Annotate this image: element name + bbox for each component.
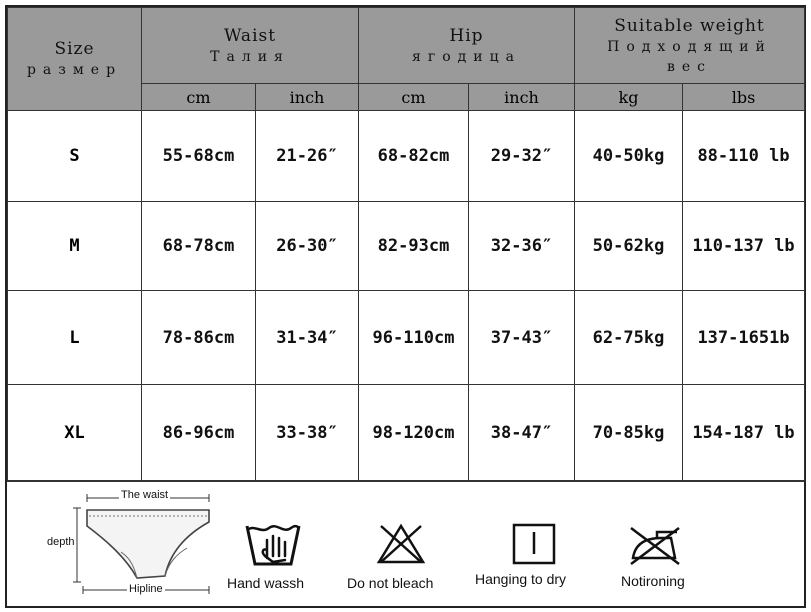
size-label: M	[8, 202, 142, 291]
weight-lbs-value: 110-137 lb	[683, 202, 805, 291]
header-waist-ru: Талия	[210, 48, 290, 65]
weight-lbs-value: 154-187 lb	[683, 385, 805, 481]
size-label: L	[8, 291, 142, 385]
table-row	[8, 202, 805, 291]
waist-inch-value: 33-38″	[256, 385, 359, 481]
size-label: S	[8, 111, 142, 202]
hip-cm-value: 98-120cm	[359, 385, 469, 481]
size-table	[7, 7, 805, 481]
unit-waist-inch: inch	[256, 84, 359, 111]
header-size-en: Size	[54, 39, 95, 59]
hang-dry-label: Hanging to dry	[475, 571, 567, 587]
header-waist-en: Waist	[223, 25, 277, 46]
panty-diagram	[41, 486, 221, 596]
depth-diagram-label: depth	[47, 536, 75, 548]
hip-inch-value: 38-47″	[469, 385, 575, 481]
unit-waist-cm: cm	[142, 84, 256, 111]
header-size	[8, 8, 142, 111]
size-chart	[5, 5, 806, 608]
hipline-diagram-label: Hipline	[129, 583, 163, 595]
table-row	[8, 385, 805, 481]
no-bleach-label: Do not bleach	[347, 575, 434, 591]
waist-inch-value: 21-26″	[256, 111, 359, 202]
header-weight	[575, 8, 805, 84]
size-label: XL	[8, 385, 142, 481]
hand-wash-icon	[243, 520, 303, 568]
waist-inch-value: 26-30″	[256, 202, 359, 291]
weight-kg-value: 50-62kg	[575, 202, 683, 291]
no-iron-care	[615, 522, 725, 602]
weight-kg-value: 62-75kg	[575, 291, 683, 385]
weight-kg-value: 70-85kg	[575, 385, 683, 481]
table-row	[8, 111, 805, 202]
hip-cm-value: 68-82cm	[359, 111, 469, 202]
no-iron-label: Notironing	[621, 573, 685, 589]
hip-cm-value: 96-110cm	[359, 291, 469, 385]
unit-hip-inch: inch	[469, 84, 575, 111]
header-weight-en: Suitable weight	[614, 15, 765, 36]
hand-wash-care	[219, 520, 325, 600]
hip-cm-value: 82-93cm	[359, 202, 469, 291]
header-hip	[359, 8, 575, 84]
header-weight-ru-2: вес	[666, 58, 712, 75]
hip-inch-value: 37-43″	[469, 291, 575, 385]
header-waist	[142, 8, 359, 84]
hand-wash-label: Hand wassh	[227, 575, 305, 591]
header-hip-ru: ягодица	[412, 48, 521, 65]
hang-dry-icon	[511, 522, 557, 566]
waist-cm-value: 86-96cm	[142, 385, 256, 481]
hang-dry-care	[473, 520, 589, 600]
waist-cm-value: 55-68cm	[142, 111, 256, 202]
waist-cm-value: 68-78cm	[142, 202, 256, 291]
table-row	[8, 291, 805, 385]
hip-inch-value: 29-32″	[469, 111, 575, 202]
header-hip-en: Hip	[449, 25, 484, 46]
unit-lbs: lbs	[683, 84, 805, 111]
hip-inch-value: 32-36″	[469, 202, 575, 291]
header-size-ru: размер	[26, 62, 123, 78]
care-section	[7, 481, 804, 607]
waist-inch-value: 31-34″	[256, 291, 359, 385]
weight-lbs-value: 137-1651b	[683, 291, 805, 385]
waist-cm-value: 78-86cm	[142, 291, 256, 385]
weight-kg-value: 40-50kg	[575, 111, 683, 202]
no-bleach-icon	[375, 522, 427, 566]
weight-lbs-value: 88-110 lb	[683, 111, 805, 202]
header-weight-ru-1: Подходящий	[607, 38, 772, 55]
waist-diagram-label: The waist	[121, 489, 169, 501]
unit-hip-cm: cm	[359, 84, 469, 111]
no-iron-icon	[627, 524, 683, 566]
unit-kg: kg	[575, 84, 683, 111]
no-bleach-care	[345, 522, 457, 602]
